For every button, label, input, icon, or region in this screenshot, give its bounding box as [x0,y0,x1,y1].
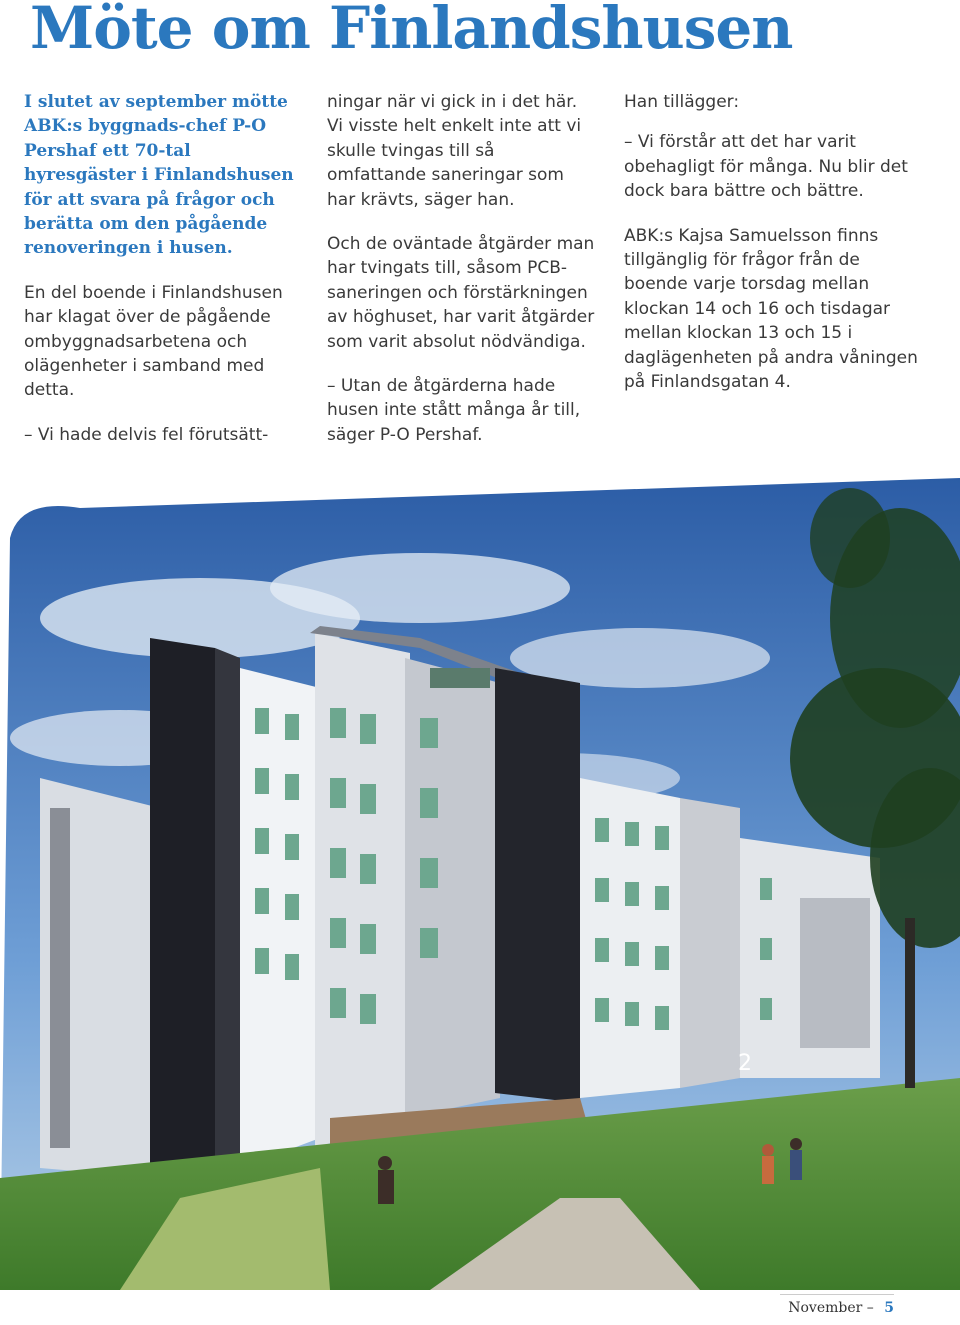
paragraph: Han tillägger: [624,92,740,112]
paragraph: ningar när vi gick in i det här. Vi visste helt enkelt inte att vi skulle tvingas till så omfattande saneringar som har krävts, säger han. [327,92,582,210]
paragraph: – Vi förstår att det har varit obehagligt för många. Nu blir det dock bara bättre och bättre. [624,132,908,202]
page-number: 5 [884,1300,894,1316]
building-rendering-photo [0,478,960,1290]
paragraph: – Vi hade delvis fel förutsätt- [24,424,269,445]
column-2 [327,90,597,467]
column-1 [24,90,294,467]
paragraph: ABK:s Kajsa Samuelsson finns tillgänglig för frågor från de boende varje torsdag mellan klockan 14 och 16 och tisdagar mellan klockan 13 och 15 i daglägenheten på andra våningen på Finlandsgatan 4. [624,225,918,393]
paragraph: En del boende i Finlandshusen har klagat över de pågående ombyggnadsarbetena och olägenheter i samband med detta. [24,282,283,401]
building-number: 2 [738,1051,752,1076]
paragraph: – Utan de åtgärderna hade husen inte stått många år till, säger P-O Pershaf. [327,376,581,445]
footer-rule [780,1294,894,1295]
paragraph: Och de oväntade åtgärder man har tvingats till, såsom PCB-saneringen och förstärkningen av höghuset, har varit åtgärder som varit absolut nödvändiga. [327,234,595,352]
column-3 [624,90,924,414]
footer-dash: – [866,1300,874,1316]
page-footer [788,1300,894,1316]
article-title: Möte om Finlandshusen [30,0,793,62]
lead-paragraph: I slutet av september mötte ABK:s byggnads-chef P-O Pershaf ett 70-tal hyresgäster i Finlandshusen för att svara på frågor och berätta om den pågående renoveringen i husen. [24,92,294,259]
footer-month: November [788,1300,863,1316]
